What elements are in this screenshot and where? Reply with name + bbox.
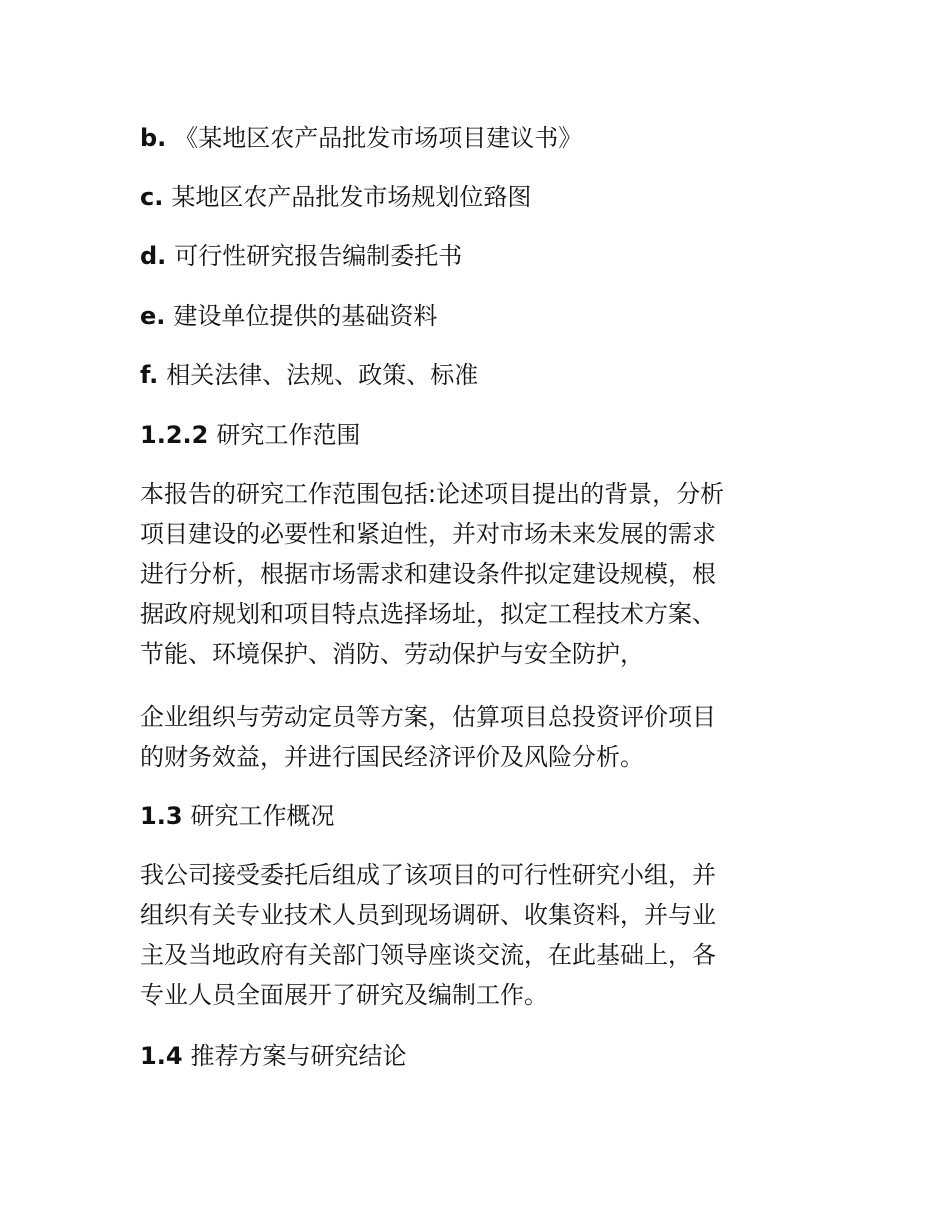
paragraph-line: 企业组织与劳动定员等方案，估算项目总投资评价项目	[140, 703, 716, 731]
list-item-f	[140, 361, 478, 389]
list-item-b	[140, 124, 582, 152]
list-text: 建设单位提供的基础资料	[173, 302, 438, 330]
section-title: 研究工作范围	[216, 421, 361, 449]
section-number: 1.3	[140, 802, 183, 830]
list-text: 《某地区农产品批发市场项目建议书》	[174, 124, 583, 152]
section-title: 推荐方案与研究结论	[190, 1042, 407, 1070]
paragraph-line: 我公司接受委托后组成了该项目的可行性研究小组，并	[140, 861, 716, 889]
paragraph-overview	[140, 855, 820, 1015]
list-text: 可行性研究报告编制委托书	[174, 242, 463, 270]
list-item-d	[140, 242, 462, 270]
paragraph-line: 进行分析，根据市场需求和建设条件拟定建设规模，根	[140, 560, 716, 588]
section-number: 1.2.2	[140, 421, 209, 449]
list-label: e.	[140, 302, 166, 330]
paragraph-scope-1	[140, 474, 820, 674]
paragraph-line: 组织有关专业技术人员到现场调研、收集资料，并与业	[140, 901, 716, 929]
section-heading-1-3	[140, 802, 335, 830]
paragraph-line: 项目建设的必要性和紧迫性，并对市场未来发展的需求	[140, 520, 716, 548]
list-label: b.	[140, 124, 167, 152]
section-heading-1-4	[140, 1042, 407, 1070]
list-text: 相关法律、法规、政策、标准	[166, 361, 479, 389]
list-label: c.	[140, 183, 164, 211]
paragraph-line: 专业人员全面展开了研究及编制工作。	[140, 981, 548, 1009]
paragraph-line: 本报告的研究工作范围包括:论述项目提出的背景，分析	[140, 480, 725, 508]
list-item-c	[140, 183, 531, 211]
list-label: d.	[140, 242, 167, 270]
list-text: 某地区农产品批发市场规划位臵图	[171, 183, 532, 211]
section-heading-1-2-2	[140, 421, 360, 449]
list-label: f.	[140, 361, 159, 389]
paragraph-scope-2	[140, 697, 820, 777]
list-item-e	[140, 302, 437, 330]
paragraph-line: 据政府规划和项目特点选择场址，拟定工程技术方案、	[140, 600, 716, 628]
paragraph-line: 主及当地政府有关部门领导座谈交流，在此基础上，各	[140, 941, 716, 969]
section-number: 1.4	[140, 1042, 183, 1070]
paragraph-line: 节能、环境保护、消防、劳动保护与安全防护，	[140, 640, 644, 668]
section-title: 研究工作概况	[190, 802, 335, 830]
paragraph-line: 的财务效益，并进行国民经济评价及风险分析。	[140, 743, 644, 771]
